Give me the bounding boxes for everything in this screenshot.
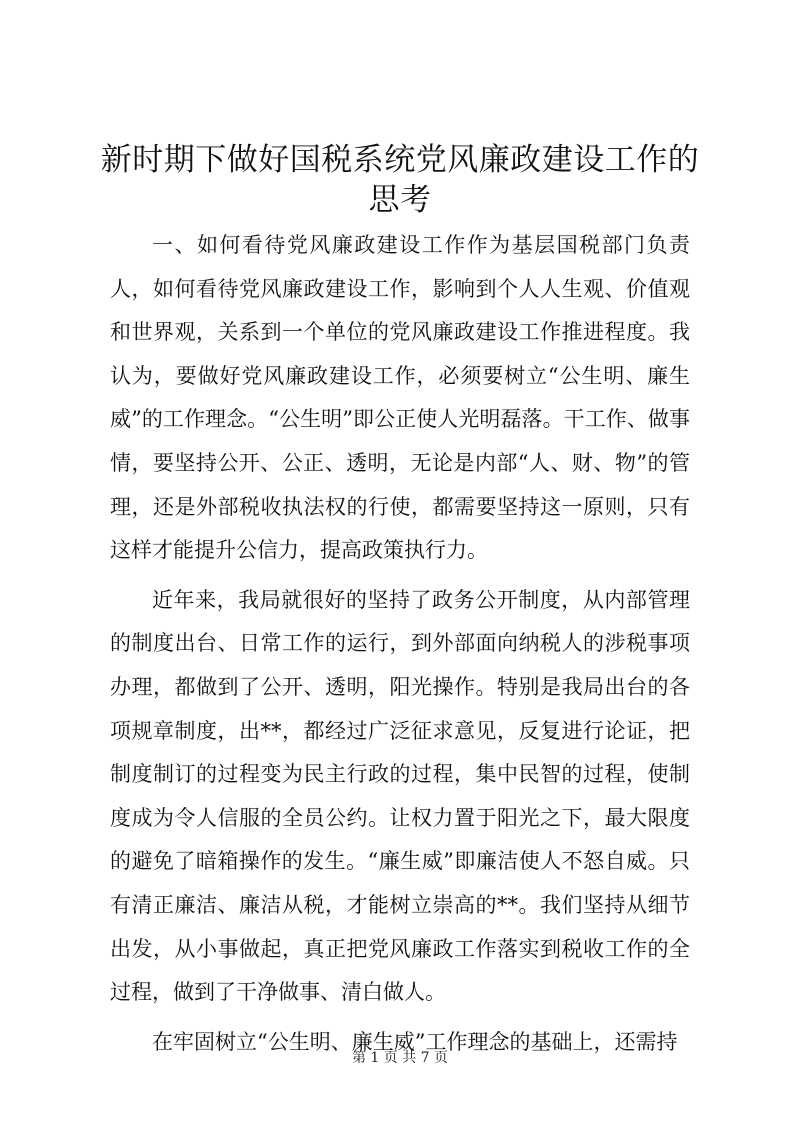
document-title: 新时期下做好国税系统党风廉政建设工作的思考 xyxy=(100,142,700,218)
page-footer: 第 1 页 共 7 页 xyxy=(351,1050,449,1066)
paragraph-1: 一、如何看待党风廉政建设工作作为基层国税部门负责人，如何看待党风廉政建设工作，影响到个人人生观、价值观和世界观，关系到一个单位的党风廉政建设工作推进程度。我认为，要做好党风廉政建设工作，必须要树立“公生明、廉生威”的工作理念。“公生明”即公正使人光明磊落。干工作、做事情，要坚持公开、公正、透明，无论是内部“人、财、物”的管理，还是外部税收执法权的行使，都需要坚持这一原则，只有这样才能提升公信力，提高政策执行力。 xyxy=(110,233,690,563)
paragraph-3: 在牢固树立“公生明、廉生威”工作理念的基础上，还需持 xyxy=(152,1029,678,1054)
paragraph-2: 近年来，我局就很好的坚持了政务公开制度，从内部管理的制度出台、日常工作的运行，到外部面向纳税人的涉税事项办理，都做到了公开、透明，阳光操作。特别是我局出台的各项规章制度，出**，都经过广泛征求意见，反复进行论证，把制度制订的过程变为民主行政的过程，集中民智的过程，使制度成为令人信服的全员公约。让权力置于阳光之下，最大限度的避免了暗箱操作的发生。“廉生威”即廉洁使人不怒自威。只有清正廉洁、廉洁从税，才能树立崇高的**。我们坚持从细节出发，从小事做起，真正把党风廉政工作落实到税收工作的全过程，做到了干净做事、清白做人。 xyxy=(110,587,690,1005)
document-body xyxy=(110,224,690,1070)
